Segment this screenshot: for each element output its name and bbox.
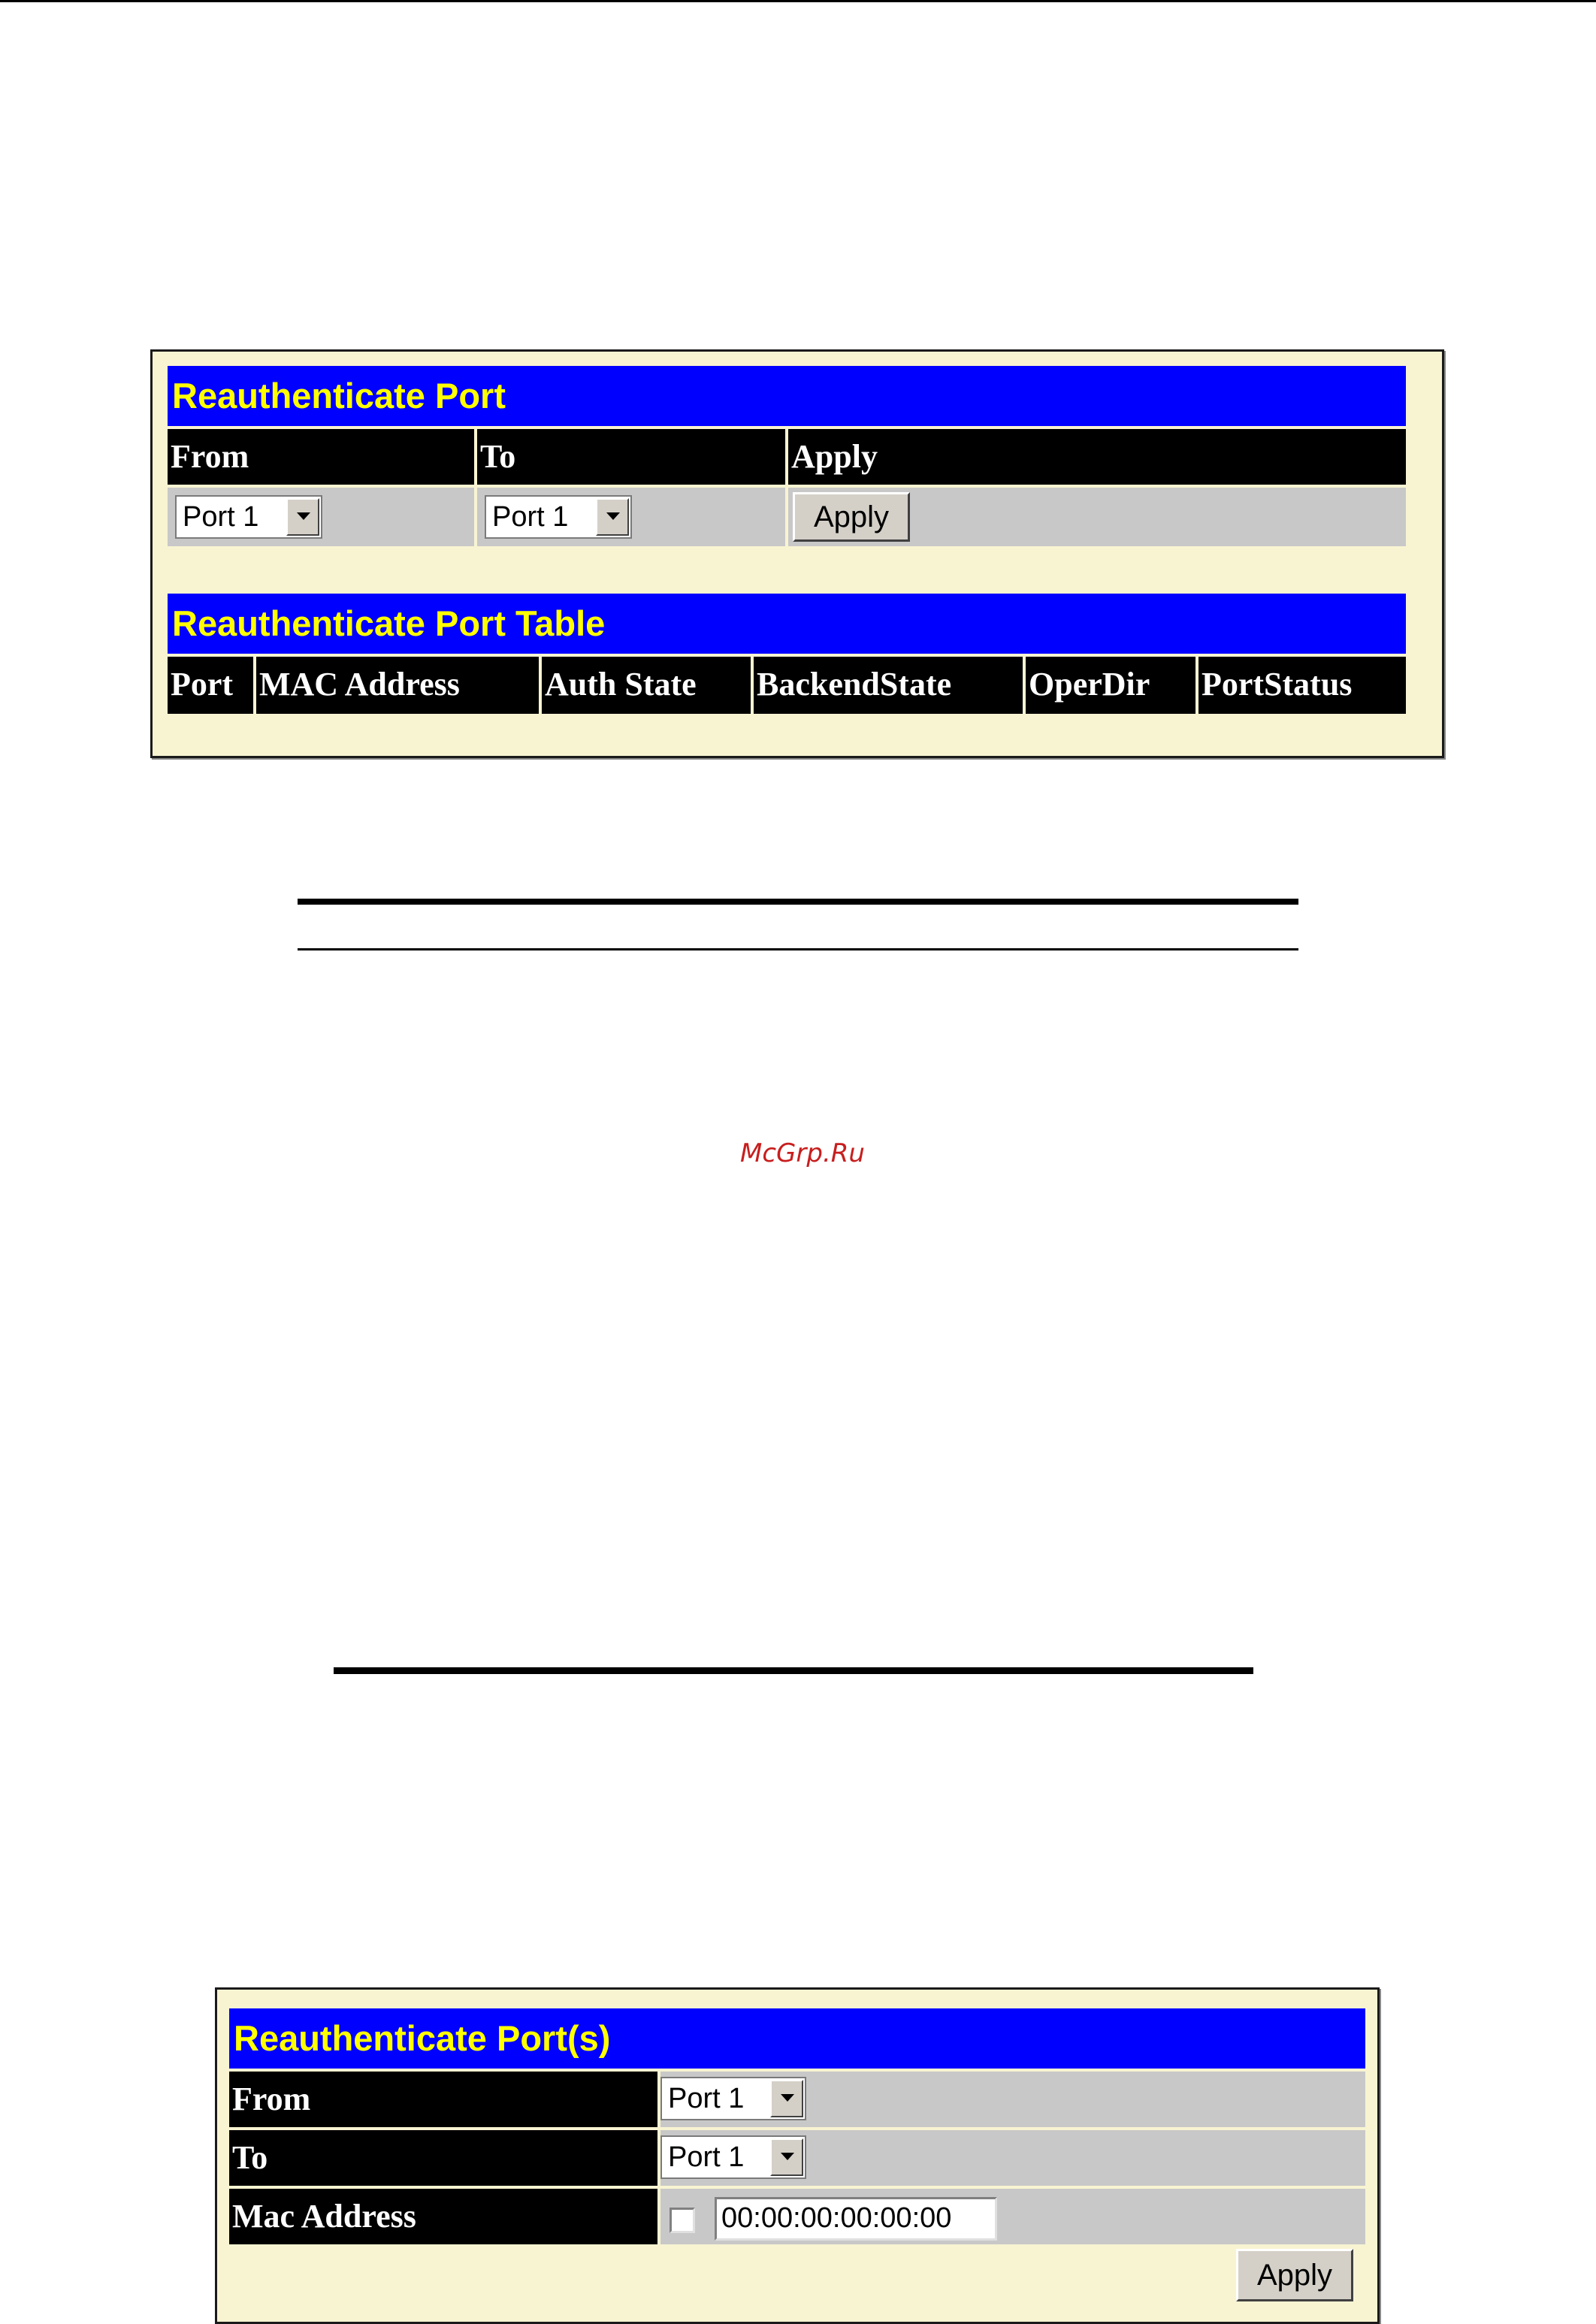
divider-section: [334, 1667, 1253, 1674]
apply-button[interactable]: Apply: [1236, 2249, 1353, 2301]
panel-title: Reauthenticate Port(s): [229, 2008, 1365, 2069]
label-from: From: [229, 2072, 657, 2127]
mac-address-input[interactable]: 00:00:00:00:00:00: [715, 2197, 997, 2241]
panel-title: Reauthenticate Port: [168, 366, 1406, 426]
chevron-down-icon[interactable]: [286, 498, 319, 536]
from-port-select[interactable]: [175, 495, 322, 539]
divider-thin: [298, 948, 1298, 950]
from-port-value: Port 1: [183, 501, 259, 533]
apply-button[interactable]: Apply: [793, 492, 910, 542]
label-to: To: [229, 2130, 657, 2186]
column-port-status: PortStatus: [1199, 657, 1406, 714]
watermark: McGrp.Ru: [740, 1138, 865, 1168]
to-port-value: Port 1: [668, 2141, 745, 2173]
chevron-down-icon[interactable]: [770, 2080, 803, 2117]
header-to: To: [477, 429, 785, 485]
column-backend-state: BackendState: [754, 657, 1023, 714]
header-apply: Apply: [788, 429, 1406, 485]
to-port-value: Port 1: [492, 501, 569, 533]
column-port: Port: [168, 657, 253, 714]
mac-address-checkbox[interactable]: [670, 2208, 695, 2233]
page-top-rule: [0, 0, 1596, 2]
chevron-down-icon[interactable]: [596, 498, 629, 536]
reauthenticate-ports-panel: [215, 1987, 1380, 2324]
divider-thick: [298, 899, 1298, 905]
column-oper-dir: OperDir: [1026, 657, 1195, 714]
header-from: From: [168, 429, 474, 485]
reauthenticate-port-panel: [150, 349, 1444, 758]
chevron-down-icon[interactable]: [770, 2138, 803, 2176]
table-title: Reauthenticate Port Table: [168, 594, 1406, 654]
label-mac-address: Mac Address: [229, 2189, 657, 2244]
from-port-value: Port 1: [668, 2083, 745, 2114]
to-port-select[interactable]: [485, 495, 632, 539]
column-mac-address: MAC Address: [256, 657, 539, 714]
from-port-select[interactable]: [660, 2077, 806, 2120]
to-port-select[interactable]: [660, 2135, 806, 2179]
column-auth-state: Auth State: [542, 657, 751, 714]
